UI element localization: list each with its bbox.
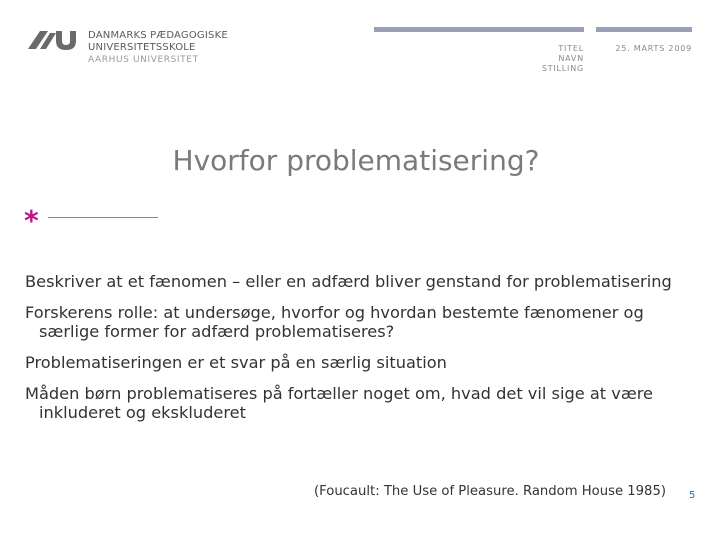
meta-name: NAVN [558,54,584,63]
university-logo-icon [26,27,76,51]
institution-line-3: AARHUS UNIVERSITET [88,55,199,65]
slide-date: 25. MARTS 2009 [615,44,692,53]
title-divider [48,217,158,218]
bullet-item: Problematiseringen er et svar på en særlig situation [25,353,447,372]
meta-position: STILLING [541,64,584,73]
meta-title: TITEL [558,44,584,53]
page-number: 5 [689,490,696,501]
bullet-list [25,272,705,434]
asterisk-icon: * [24,204,39,237]
institution-name [88,30,228,66]
institution-line-2: UNIVERSITETSSKOLE [88,42,196,53]
institution-line-1: DANMARKS PÆDAGOGISKE [88,30,228,41]
header-accent-bar [374,27,584,32]
bullet-item: Forskerens rolle: at undersøge, hvorfor og hvordan bestemte fænomener og særlige former for adfærd problematiseres? [25,303,644,341]
header-accent-bar-short [596,27,692,32]
citation: (Foucault: The Use of Pleasure. Random House 1985) [314,484,666,499]
presenter-meta [520,44,584,74]
bullet-item: Måden børn problematiseres på fortæller noget om, hvad det vil sige at være inkluderet og ekskluderet [25,384,653,422]
slide-title: Hvorfor problematisering? [172,144,540,177]
bullet-item: Beskriver at et fænomen – eller en adfærd bliver genstand for problematisering [25,272,672,291]
